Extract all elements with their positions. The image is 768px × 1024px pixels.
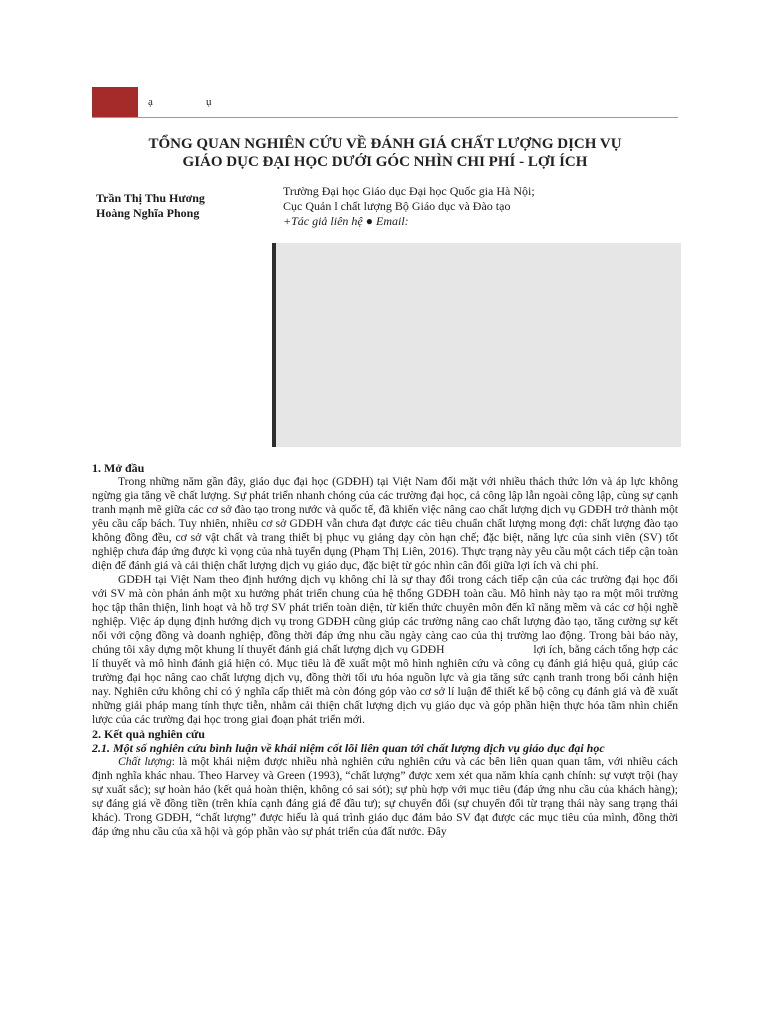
paragraph <box>92 755 678 839</box>
affiliation-line: Trường Đại học Giáo dục Đại học Quốc gia Hà Nội; <box>283 184 535 198</box>
affiliation-line: Cục Quản l chất lượng Bộ Giáo dục và Đào tạo <box>283 199 511 213</box>
section-heading: 1. Mở đầu <box>92 461 145 475</box>
header-text-a: ạ <box>148 96 153 108</box>
header-text-b: ụ <box>206 96 212 108</box>
author-list <box>96 191 205 221</box>
term-label: Chất lượng <box>118 755 172 768</box>
contact-email-line: +Tác giả liên hệ ● Email: <box>283 214 409 228</box>
paper-title <box>92 135 678 171</box>
author-name: Hoàng Nghĩa Phong <box>96 206 200 220</box>
article-body <box>92 461 678 839</box>
journal-header-bar <box>92 87 678 118</box>
paragraph-text: lợi ích, bằng cách tổng hợp các lí thuyết và mô hình đánh giá hiện có. Mục tiêu là đề xuất một mô hình nghiên cứu và công cụ đánh giá hiệu quả, giúp các trường đại học nâng cao chất lượng dịch vụ, đồng thời tối ưu hóa nguồn lực và gia tăng sức cạnh tranh trong bối cảnh hiện nay. Nghiên cứu không chỉ có ý nghĩa cấp thiết mà còn đóng góp vào cơ sở lí luận để thiết kế bộ công cụ đánh giá và đề xuất những giải pháp mang tính thực tiễn, nhằm cải thiện chất lượng dịch vụ giáo dục và góp phần hiện thực hóa tầm nhìn chiến lược của các trường đại học trong giai đoạn phát triển mới. <box>92 643 678 726</box>
title-line-2: GIÁO DỤC ĐẠI HỌC DƯỚI GÓC NHÌN CHI PHÍ - LỢI ÍCH <box>182 154 588 170</box>
header-color-block <box>92 87 138 117</box>
author-name: Trần Thị Thu Hương <box>96 191 205 205</box>
paragraph: Trong những năm gần đây, giáo dục đại học (GDĐH) tại Việt Nam đối mặt với nhiều thách thức lớn và áp lực không ngừng gia tăng về chất lượng. Sự phát triển nhanh chóng của các trường đại học, cả công lập lẫn ngoài công lập, cùng sự cạnh tranh mạnh mẽ giữa các cơ sở đào tạo trong nước và quốc tế, đã khiến việc nâng cao chất lượng dịch vụ GDĐH trở thành một yêu cầu cấp bách. Tuy nhiên, nhiều cơ sở GDĐH vẫn chưa đạt được các tiêu chuẩn chất lượng mong đợi: chất lượng đào tạo không đồng đều, cơ sở vật chất và trang thiết bị phục vụ giảng dạy còn hạn chế; đặc biệt, năng lực của sinh viên (SV) tốt nghiệp chưa đáp ứng được kì vọng của nhà tuyển dụng (Phạm Thị Liên, 2016). Thực trạng này yêu cầu một cách tiếp cận toàn diện để đánh giá và cải thiện chất lượng dịch vụ giáo dục, đặc biệt từ góc nhìn cân đối giữa lợi ích và chi phí. <box>92 475 678 572</box>
paragraph-text: GDĐH tại Việt Nam theo định hướng dịch vụ không chỉ là sự thay đổi trong cách tiếp cận của các trường đại học đối với SV mà còn phản ánh một xu hướng phát triển chung của hệ thống GDĐH toàn cầu. Mô hình này tạo ra một môi trường học tập thân thiện, linh hoạt và hỗ trợ SV phát triển toàn diện, từ kiến thức chuyên môn đến kĩ năng mềm và các cơ hội nghề nghiệp. Việc áp dụng định hướng dịch vụ trong GDĐH cũng giúp các trường nâng cao chất lượng đào tạo, tăng cường sự kết nối với cộng đồng và doanh nghiệp, đồng thời đáp ứng nhu cầu ngày càng cao của thị trường lao động. Trong bài báo này, chúng tôi xây dựng một khung lí thuyết đánh giá chất lượng dịch vụ GDĐH <box>92 573 678 656</box>
paragraph-text: : là một khái niệm được nhiều nhà nghiên cứu nghiên cứu và các bên liên quan quan tâm, với nhiều cách định nghĩa khác nhau. Theo Harvey và Green (1993), “chất lượng” được xem xét qua năm khía cạnh chính: sự vượt trội (hay sự xuất sắc); sự hoàn hảo (kết quả hoàn thiện, không có sai sót); sự phù hợp với mục tiêu (đáp ứng nhu cầu của khách hàng); sự đáng giá về đồng tiền (trên khía cạnh đáng giá để đầu tư); sự chuyển đổi (sự chuyển đổi từ trạng thái này sang trạng thái khác). Trong GDĐH, “chất lượng” được hiểu là quá trình giáo dục đảm bảo SV đạt được các mục tiêu của mình, đồng thời đáp ứng nhu cầu của xã hội và góp phần vào sự phát triển của đất nước. Đây <box>92 755 678 838</box>
affiliation-block <box>283 184 535 229</box>
paragraph <box>92 573 678 727</box>
title-line-1: TỔNG QUAN NGHIÊN CỨU VỀ ĐÁNH GIÁ CHẤT LƯỢNG DỊCH VỤ <box>148 136 622 152</box>
section-heading: 2. Kết quả nghiên cứu <box>92 727 205 741</box>
abstract-box <box>272 243 681 447</box>
subsection-heading: 2.1. Một số nghiên cứu bình luận về khái niệm cốt lõi liên quan tới chất lượng dịch vụ giáo dục đại học <box>92 741 605 755</box>
